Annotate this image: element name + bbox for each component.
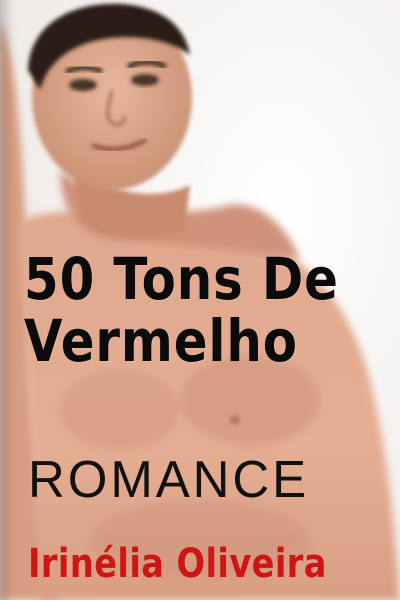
genre-label: ROMANCE [28, 451, 310, 509]
book-title [24, 245, 339, 375]
title-line-1: 50 Tons De [24, 245, 339, 313]
title-line-2: Vermelho [24, 307, 298, 375]
author-name: Irinélia Oliveira [28, 541, 327, 587]
